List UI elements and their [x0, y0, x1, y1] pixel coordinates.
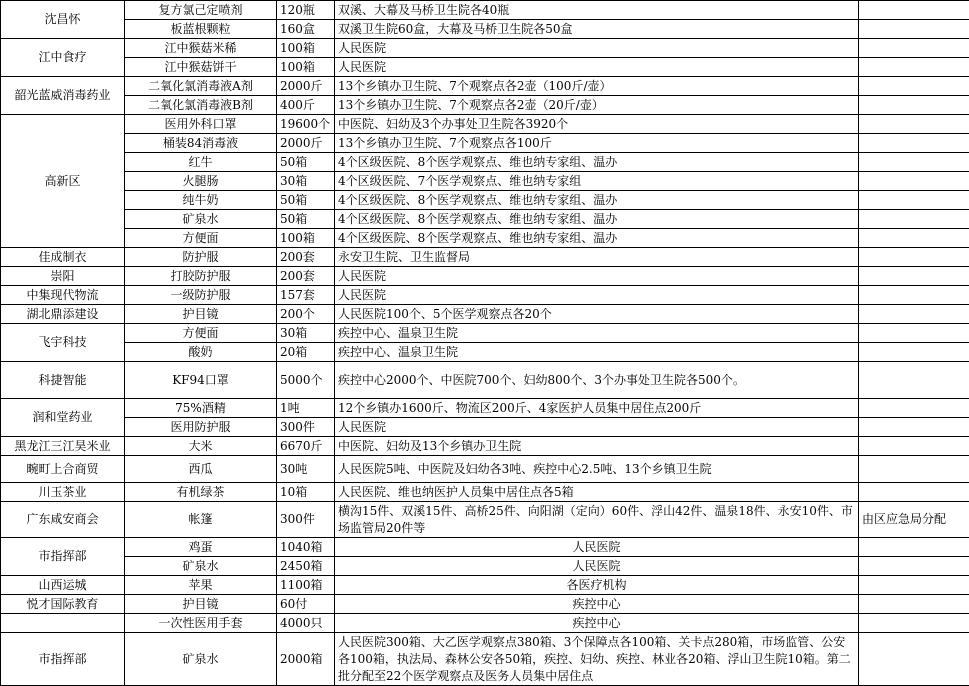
donor-cell: 畹町上合商贸 — [1, 456, 125, 483]
table-row — [1, 1, 969, 20]
item-cell: 桶装84消毒液 — [125, 134, 277, 153]
table-row — [1, 399, 969, 418]
table-row — [1, 191, 969, 210]
item-cell: 板蓝根颗粒 — [125, 20, 277, 39]
donor-cell: 市指挥部 — [1, 633, 125, 686]
table-row — [1, 210, 969, 229]
qty-cell: 100箱 — [277, 229, 335, 248]
dest-cell: 中医院、妇幼及13个乡镇办卫生院 — [335, 437, 859, 456]
item-cell: 红牛 — [125, 153, 277, 172]
item-cell: 江中猴菇米稀 — [125, 39, 277, 58]
donor-cell: 中集现代物流 — [1, 286, 125, 305]
qty-cell: 100箱 — [277, 58, 335, 77]
note-cell — [859, 399, 969, 418]
dest-cell: 双溪卫生院60盒，大幕及马桥卫生院各50盒 — [335, 20, 859, 39]
table-row — [1, 286, 969, 305]
item-cell: 方便面 — [125, 229, 277, 248]
dest-cell: 人民医院 — [335, 418, 859, 437]
table-row — [1, 134, 969, 153]
donor-cell: 沈昌怀 — [1, 1, 125, 39]
note-cell — [859, 39, 969, 58]
table-row — [1, 483, 969, 502]
note-cell — [859, 343, 969, 362]
dest-cell: 人民医院100个、5个医学观察点各20个 — [335, 305, 859, 324]
qty-cell: 2000斤 — [277, 77, 335, 96]
qty-cell: 100箱 — [277, 39, 335, 58]
table-row — [1, 456, 969, 483]
note-cell — [859, 633, 969, 686]
note-cell — [859, 538, 969, 557]
qty-cell: 300件 — [277, 502, 335, 538]
table-row — [1, 538, 969, 557]
qty-cell: 30吨 — [277, 456, 335, 483]
note-cell — [859, 134, 969, 153]
dest-cell: 13个乡镇办卫生院、7个观察点各2壶（20斤/壶） — [335, 96, 859, 115]
donor-cell: 韶光蓝威消毒药业 — [1, 77, 125, 115]
dest-cell: 13个乡镇办卫生院、7个观察点各100斤 — [335, 134, 859, 153]
item-cell: 江中猴菇饼干 — [125, 58, 277, 77]
qty-cell: 400斤 — [277, 96, 335, 115]
qty-cell: 2450箱 — [277, 557, 335, 576]
table-row — [1, 115, 969, 134]
item-cell: 医用外科口罩 — [125, 115, 277, 134]
donor-cell: 黑龙江三江昊米业 — [1, 437, 125, 456]
table-row — [1, 20, 969, 39]
table-row — [1, 614, 969, 633]
table-row — [1, 305, 969, 324]
item-cell: 西瓜 — [125, 456, 277, 483]
note-cell — [859, 286, 969, 305]
item-cell: 打胶防护服 — [125, 267, 277, 286]
dest-cell: 人民医院 — [335, 557, 859, 576]
qty-cell: 160盒 — [277, 20, 335, 39]
item-cell: 二氧化氯消毒液A剂 — [125, 77, 277, 96]
table-row — [1, 39, 969, 58]
table-row — [1, 324, 969, 343]
donor-cell: 佳成制衣 — [1, 248, 125, 267]
dest-cell: 4个区级医院、7个医学观察点、维也纳专家组 — [335, 172, 859, 191]
qty-cell: 19600个 — [277, 115, 335, 134]
item-cell: 护目镜 — [125, 595, 277, 614]
item-cell: 苹果 — [125, 576, 277, 595]
item-cell: 火腿肠 — [125, 172, 277, 191]
item-cell: 鸡蛋 — [125, 538, 277, 557]
table-row — [1, 267, 969, 286]
note-cell — [859, 362, 969, 399]
table-row — [1, 77, 969, 96]
table-row — [1, 58, 969, 77]
dest-cell: 中医院、妇幼及3个办事处卫生院各3920个 — [335, 115, 859, 134]
donor-cell: 江中食疗 — [1, 39, 125, 77]
dest-cell: 人民医院、维也纳医护人员集中居住点各5箱 — [335, 483, 859, 502]
item-cell: 矿泉水 — [125, 557, 277, 576]
item-cell: 一级防护服 — [125, 286, 277, 305]
note-cell — [859, 305, 969, 324]
donor-cell: 湖北鼎添建设 — [1, 305, 125, 324]
item-cell: KF94口罩 — [125, 362, 277, 399]
table-row — [1, 96, 969, 115]
note-cell — [859, 483, 969, 502]
item-cell: 酸奶 — [125, 343, 277, 362]
table-row — [1, 633, 969, 686]
dest-cell: 各医疗机构 — [335, 576, 859, 595]
dest-cell: 4个区级医院、8个医学观察点、维也纳专家组、温办 — [335, 229, 859, 248]
item-cell: 复方氯己定喷剂 — [125, 1, 277, 20]
donor-cell: 高新区 — [1, 115, 125, 248]
qty-cell: 4000只 — [277, 614, 335, 633]
donor-cell: 山西运城 — [1, 576, 125, 595]
dest-cell: 人民医院 — [335, 538, 859, 557]
table-row — [1, 502, 969, 538]
donor-cell: 广东咸安商会 — [1, 502, 125, 538]
dest-cell: 横沟15件、双溪15件、高桥25件、向阳湖（定向）60件、浮山42件、温泉18件、永安10件、市场监管局20件等 — [335, 502, 859, 538]
note-cell — [859, 324, 969, 343]
qty-cell: 1吨 — [277, 399, 335, 418]
qty-cell: 50箱 — [277, 153, 335, 172]
note-cell — [859, 172, 969, 191]
item-cell: 二氧化氯消毒液B剂 — [125, 96, 277, 115]
donor-cell: 悦才国际教育 — [1, 595, 125, 614]
note-cell — [859, 96, 969, 115]
item-cell: 纯牛奶 — [125, 191, 277, 210]
dest-cell: 人民医院 — [335, 267, 859, 286]
dest-cell: 人民医院5吨、中医院及妇幼各3吨、疾控中心2.5吨、13个乡镇卫生院 — [335, 456, 859, 483]
note-cell — [859, 210, 969, 229]
note-cell — [859, 229, 969, 248]
donor-cell: 润和堂药业 — [1, 399, 125, 437]
item-cell: 护目镜 — [125, 305, 277, 324]
note-cell — [859, 191, 969, 210]
donor-cell: 崇阳 — [1, 267, 125, 286]
item-cell: 75%酒精 — [125, 399, 277, 418]
dest-cell: 人民医院 — [335, 286, 859, 305]
note-cell — [859, 576, 969, 595]
table-row — [1, 418, 969, 437]
item-cell: 防护服 — [125, 248, 277, 267]
table-row — [1, 343, 969, 362]
qty-cell: 1100箱 — [277, 576, 335, 595]
dest-cell: 疾控中心 — [335, 614, 859, 633]
table-row — [1, 437, 969, 456]
qty-cell: 157套 — [277, 286, 335, 305]
note-cell — [859, 77, 969, 96]
item-cell: 方便面 — [125, 324, 277, 343]
table-row — [1, 595, 969, 614]
note-cell — [859, 115, 969, 134]
qty-cell: 5000个 — [277, 362, 335, 399]
table-row — [1, 229, 969, 248]
note-cell — [859, 557, 969, 576]
qty-cell: 1040箱 — [277, 538, 335, 557]
table-row — [1, 362, 969, 399]
dest-cell: 4个区级医院、8个医学观察点、维也纳专家组、温办 — [335, 153, 859, 172]
note-cell: 由区应急局分配 — [859, 502, 969, 538]
qty-cell: 20箱 — [277, 343, 335, 362]
dest-cell: 人民医院 — [335, 39, 859, 58]
qty-cell: 10箱 — [277, 483, 335, 502]
dest-cell: 疾控中心、温泉卫生院 — [335, 324, 859, 343]
qty-cell: 300件 — [277, 418, 335, 437]
table-row — [1, 172, 969, 191]
donor-cell — [1, 614, 125, 633]
item-cell: 帐篷 — [125, 502, 277, 538]
note-cell — [859, 418, 969, 437]
qty-cell: 200个 — [277, 305, 335, 324]
qty-cell: 50箱 — [277, 210, 335, 229]
note-cell — [859, 20, 969, 39]
dest-cell: 13个乡镇办卫生院、7个观察点各2壶（100斤/壶） — [335, 77, 859, 96]
table-row — [1, 576, 969, 595]
dest-cell: 疾控中心2000个、中医院700个、妇幼800个、3个办事处卫生院各500个。 — [335, 362, 859, 399]
qty-cell: 200套 — [277, 248, 335, 267]
note-cell — [859, 614, 969, 633]
qty-cell: 30箱 — [277, 172, 335, 191]
table-row — [1, 557, 969, 576]
donor-cell: 飞宇科技 — [1, 324, 125, 362]
item-cell: 大米 — [125, 437, 277, 456]
dest-cell: 疾控中心、温泉卫生院 — [335, 343, 859, 362]
dest-cell: 12个乡镇办1600斤、物流区200斤、4家医护人员集中居住点200斤 — [335, 399, 859, 418]
dest-cell: 疾控中心 — [335, 595, 859, 614]
item-cell: 医用防护服 — [125, 418, 277, 437]
qty-cell: 120瓶 — [277, 1, 335, 20]
qty-cell: 200套 — [277, 267, 335, 286]
dest-cell: 人民医院 — [335, 58, 859, 77]
dest-cell: 双溪、大幕及马桥卫生院各40瓶 — [335, 1, 859, 20]
qty-cell: 60付 — [277, 595, 335, 614]
item-cell: 有机绿茶 — [125, 483, 277, 502]
item-cell: 一次性医用手套 — [125, 614, 277, 633]
table-row — [1, 153, 969, 172]
item-cell: 矿泉水 — [125, 633, 277, 686]
dest-cell: 永安卫生院、卫生监督局 — [335, 248, 859, 267]
dest-cell: 4个区级医院、8个医学观察点、维也纳专家组、温办 — [335, 191, 859, 210]
qty-cell: 30箱 — [277, 324, 335, 343]
note-cell — [859, 153, 969, 172]
qty-cell: 6670斤 — [277, 437, 335, 456]
note-cell — [859, 267, 969, 286]
note-cell — [859, 595, 969, 614]
note-cell — [859, 248, 969, 267]
qty-cell: 2000斤 — [277, 134, 335, 153]
donor-cell: 川玉茶业 — [1, 483, 125, 502]
qty-cell: 50箱 — [277, 191, 335, 210]
qty-cell: 2000箱 — [277, 633, 335, 686]
note-cell — [859, 437, 969, 456]
dest-cell: 人民医院300箱、大乙医学观察点380箱、3个保障点各100箱、关卡点280箱，市场监管、公安各100箱，执法局、森林公安各50箱，疾控、妇幼、疾控、林业各20箱、浮山卫生院10箱。第二批分配至22个医学观察点及医务人员集中居住点 — [335, 633, 859, 686]
donor-cell: 科捷智能 — [1, 362, 125, 399]
item-cell: 矿泉水 — [125, 210, 277, 229]
note-cell — [859, 1, 969, 20]
note-cell — [859, 58, 969, 77]
table-row — [1, 248, 969, 267]
note-cell — [859, 456, 969, 483]
donor-cell: 市指挥部 — [1, 538, 125, 576]
dest-cell: 4个区级医院、8个医学观察点、维也纳专家组、温办 — [335, 210, 859, 229]
